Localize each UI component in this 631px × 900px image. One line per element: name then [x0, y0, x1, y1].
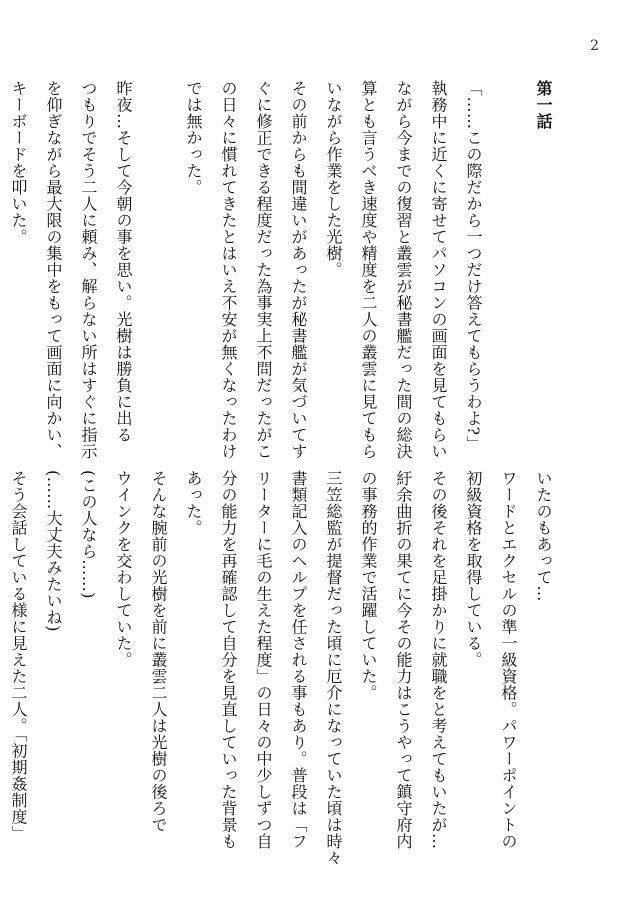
blank-line	[141, 80, 176, 440]
page-number: 2	[590, 38, 599, 54]
text-line: その前からも間違いがあったが秘書艦が気づいてす	[289, 80, 308, 460]
text-line: あった。	[184, 470, 203, 536]
text-line: を仰ぎながら最大限の集中をもって画面に向かい、	[44, 80, 63, 460]
text-line: では無かった。	[184, 80, 203, 196]
text-line: 初級資格を取得している。	[464, 470, 483, 668]
text-line: ウインクを交わしていた。	[114, 470, 133, 668]
text-line: ながら今までの復習と叢雲が秘書艦だった間の総決	[394, 80, 413, 460]
text-line: 分の能力を再確認して自分を見直していった背景も	[219, 470, 238, 850]
text-line: 紆余曲折の果てに今その能力はこうやって鎮守府内	[394, 470, 413, 850]
text-line: 「……この際だから一つだけ答えてもらうわよ?」	[464, 80, 483, 453]
text-line: (この人なら……)	[79, 470, 98, 599]
text-line: 書類記入のヘルプを任される事もあり。普段は「フ	[289, 470, 308, 850]
text-line: いたのもあって…	[534, 470, 553, 602]
text-line: 昨夜…そして今朝の事を思い。光樹は勝負に出る	[114, 80, 133, 443]
text-line: 算とも言うべき速度や精度を二人の叢雲に見てもら	[359, 80, 378, 460]
text-line: キーボードを叩いた。	[9, 80, 28, 245]
bottom-text-block	[9, 470, 561, 866]
text-line: その後それを足掛かりに就職をと考えてもいたが…	[429, 470, 448, 850]
text-line: 執務中に近くに寄せてパソコンの画面を見てもらい	[429, 80, 448, 460]
top-text-block	[9, 80, 561, 460]
blank-line	[491, 80, 526, 440]
text-line: ぐに修正できる程度だった為事実上不問だったがこ	[254, 80, 273, 460]
text-line: そんな腕前の光樹を前に叢雲二人は光樹の後ろで	[149, 470, 168, 833]
text-line: の事務的作業で活躍していた。	[359, 470, 378, 701]
text-line: リーターに毛の生えた程度」の日々の中少しずつ自	[254, 470, 273, 850]
text-line: (……大丈夫みたいね)	[44, 470, 63, 632]
text-line: そう会話している様に見えた二人。「初期姦制度」	[9, 470, 28, 842]
text-line: 三笠総監が提督だった頃に厄介になっていた頃は時々	[324, 470, 343, 866]
text-line	[0, 470, 1, 840]
text-line	[0, 80, 1, 440]
chapter-title: 第一話	[534, 80, 553, 130]
text-line: つもりでそう二人に頼み、解らない所はすぐに指示	[79, 80, 98, 460]
text-line: いながら作業をした光樹。	[324, 80, 343, 278]
text-line: ワードとエクセルの準一級資格。パワーポイントの	[499, 470, 518, 850]
text-line: の日々に慣れてきたとはいえ不安が無くなったわけ	[219, 80, 238, 460]
